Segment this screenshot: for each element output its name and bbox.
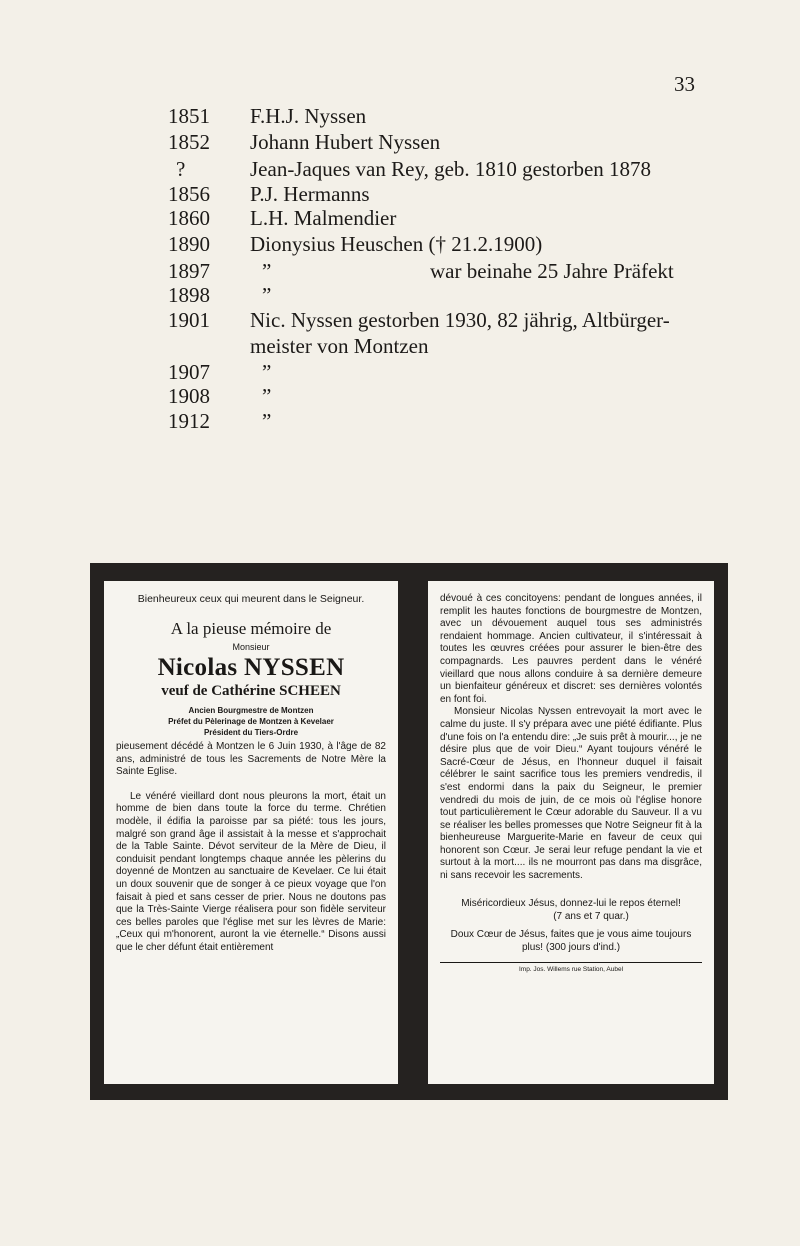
entry-year: 1851 — [168, 104, 210, 128]
card-left-body: Le vénéré vieillard dont nous pleurons la mort, était un homme de bien dans toute la force du terme. Chrétien modèle, il édifia la paroisse par sa piété: tous les jours, malgré son grand âge il assistait à la messe et s'approchait de la Table Sainte. Dévot serviteur de la Mère de Dieu, il conduisit pendant longtemps chaque année les pèlerins du doyenné de Montzen au sanctuaire de Kevelaer. Ce lui était un doux souvenir que de songer à ce pieux voyage que l'on faisait à pied et sans cesser de prier. Nous ne doutons pas que la Très-Sainte Vierge réalisera pour son fidèle serviteur ces belles paroles que l'église met sur les lèvres de Marie: „Ceux qui m'honorent, auront la vie éternelle.“ Disons aussi que le cher défunt était entièrement — [116, 790, 386, 953]
entry-name: P.J. Hermanns — [250, 182, 370, 206]
entry-name: F.H.J. Nyssen — [250, 104, 367, 128]
entry-name: L.H. Malmendier — [250, 206, 397, 230]
card-deceased-name: Nicolas NYSSEN — [157, 654, 345, 681]
card-office: Préfet du Pèlerinage de Montzen à Kevelaer — [168, 717, 334, 726]
entry-ditto: ” — [262, 259, 272, 283]
entry-year: 1907 — [168, 360, 210, 384]
memorial-card-right-panel — [428, 581, 714, 1084]
entry-ditto: ” — [262, 409, 272, 433]
card-office: Président du Tiers-Ordre — [203, 728, 299, 737]
card-intro: Bienheureux ceux qui meurent dans le Seigneur. — [137, 593, 365, 605]
entry-name: Nic. Nyssen gestorben 1930, 82 jährig, Altbürger- — [250, 308, 670, 332]
entry-year: 1890 — [168, 232, 210, 256]
entry-ditto: ” — [262, 283, 272, 307]
entry-year: 1852 — [168, 130, 210, 154]
entry-year: 1860 — [168, 206, 210, 230]
card-widow-line: veuf de Cathérine SCHEEN — [161, 683, 341, 699]
card-printer: Imp. Jos. Willems rue Station, Aubel — [440, 962, 702, 973]
card-monsieur: Monsieur — [232, 642, 270, 652]
entry-ditto: ” — [262, 384, 272, 408]
card-right-body-1: dévoué à ces concitoyens: pendant de longues années, il remplit les hautes fonctions de bourgmestre de Montzen, avec un dévouement auquel tous ses administrés rendaient hommage. Ancien cultivateur, il s'intéressait à toutes les œuvres créées pour assurer le bien-être des compagnards. Les pauvres perdent dans le vénéré vieillard que nous allons conduire à sa dernière demeure un bienfaiteur généreux et discret: ses dernières volontés en font foi. — [440, 593, 702, 705]
card-right-body-2: Monsieur Nicolas Nyssen entrevoyait la mort avec le calme du juste. Il s'y prépara avec une piété édifiante. Plus d'une fois on l'a entendu dire: „Je suis prêt à mourir..., je ne désire plus que de voir Dieu.“ Ayant toujours vénéré le Sacré-Cœur de Jésus, en l'honneur duquel il faisait célébrer le saint sacrifice tous les premiers vendredis, il s'est endormi dans la paix du Seigneur, le premier vendredi du mois de juin, de ce mois où l'église honore tout particulièrement le Cœur adorable du Sauveur. Il a vu se réaliser les belles promesses que Notre Seigneur fit à la bienheureuse Marguerite-Marie en faveur de ceux qui honorent son Cœur. Je serai leur refuge pendant la vie et surtout à la mort.... ils ne mourront pas dans ma disgrâce, ni sans recevoir les sacrements. — [440, 706, 702, 882]
entry-year: 1897 — [168, 259, 210, 283]
card-prayer-2 — [440, 928, 702, 954]
memorial-card-left-panel — [104, 581, 398, 1084]
entry-name: Dionysius Heuschen († 21.2.1900) — [250, 232, 543, 256]
card-prayer-1 — [440, 897, 702, 923]
memorial-card — [90, 563, 728, 1100]
entry-ditto: ” — [262, 360, 272, 384]
prayer-text: Miséricordieux Jésus, donnez-lui le repos éternel! — [461, 897, 681, 909]
entry-year: 1898 — [168, 283, 210, 307]
entry-name: Johann Hubert Nyssen — [250, 130, 441, 154]
entry-year: 1912 — [168, 409, 210, 433]
prayer-text: Doux Cœur de Jésus, faites que je vous aime toujours plus! — [450, 928, 692, 953]
card-office: Ancien Bourgmestre de Montzen — [188, 706, 314, 715]
entry-year: 1856 — [168, 182, 210, 206]
card-title: A la pieuse mémoire de — [170, 619, 332, 638]
entry-continuation: meister von Montzen — [250, 334, 429, 358]
entry-year: ? — [176, 157, 186, 181]
entry-name: Jean-Jaques van Rey, geb. 1810 gestorben 1878 — [250, 157, 652, 181]
prayer-indulgence: (300 jours d'ind.) — [545, 941, 621, 953]
entry-year: 1901 — [168, 308, 210, 332]
page-number: 33 — [674, 72, 695, 96]
prayer-indulgence: (7 ans et 7 quar.) — [553, 910, 629, 922]
card-death-text: pieusement décédé à Montzen le 6 Juin 1930, à l'âge de 82 ans, administré de tous les Sacrements de Notre Mère la Sainte Eglise. — [116, 741, 386, 778]
entry-note: war beinahe 25 Jahre Präfekt — [430, 259, 674, 283]
entry-year: 1908 — [168, 384, 210, 408]
